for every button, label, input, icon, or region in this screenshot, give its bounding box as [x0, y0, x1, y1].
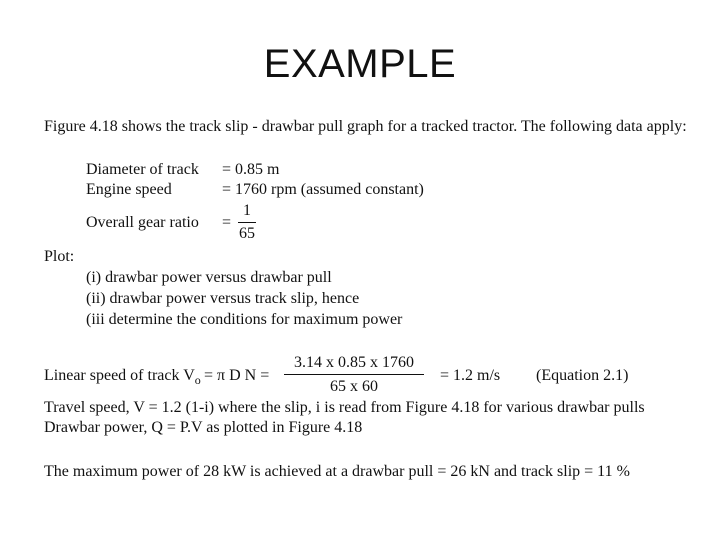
plot-item-1: (i) drawbar power versus drawbar pull [86, 269, 332, 286]
travel-speed-text: Travel speed, V = 1.2 (1-i) where the slip, i is read from Figure 4.18 for various drawbar pulls [44, 399, 645, 416]
diameter-label: Diameter of track [86, 161, 199, 178]
equation-reference: (Equation 2.1) [536, 367, 629, 384]
slide-title: EXAMPLE [263, 42, 457, 86]
gear-ratio-numerator: 1 [243, 202, 251, 219]
plot-heading: Plot: [44, 248, 75, 265]
linear-speed-formula: = π D N = [204, 367, 270, 384]
gear-ratio-label: Overall gear ratio [86, 214, 199, 231]
intro-text: Figure 4.18 shows the track slip - drawbar pull graph for a tracked tractor. The following data apply: [44, 118, 687, 135]
linear-speed-result: = 1.2 m/s [440, 367, 501, 384]
engine-speed-label: Engine speed [86, 181, 172, 198]
linear-speed-fraction-bar [284, 374, 424, 375]
gear-ratio-fraction-bar [238, 222, 256, 223]
drawbar-power-text: Drawbar power, Q = P.V as plotted in Figure 4.18 [44, 419, 363, 436]
engine-speed-value: = 1760 rpm (assumed constant) [222, 181, 424, 198]
linear-speed-numerator: 3.14 x 0.85 x 1760 [294, 354, 414, 371]
plot-item-2: (ii) drawbar power versus track slip, hence [86, 290, 360, 307]
gear-ratio-denominator: 65 [239, 225, 255, 242]
linear-speed-label: Linear speed of track $V_o$ [44, 367, 201, 387]
plot-item-3: (iii determine the conditions for maximum power [86, 311, 403, 328]
linear-speed-denominator: 65 x 60 [330, 378, 378, 395]
linear-speed-subscript: o [194, 373, 201, 387]
gear-ratio-equals: = [222, 214, 232, 231]
diameter-value: = 0.85 m [222, 161, 280, 178]
conclusion-text: The maximum power of 28 kW is achieved at a drawbar pull = 26 kN and track slip = 11 % [44, 463, 630, 480]
